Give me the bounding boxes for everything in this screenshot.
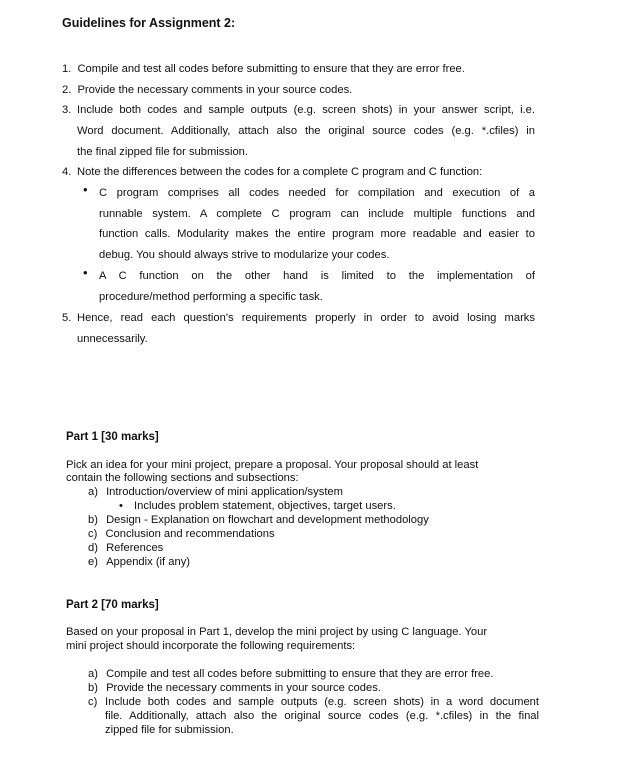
- bullet-line: C program comprises all codes needed for compilation and execution of a: [99, 187, 535, 199]
- item-number: 3.: [62, 104, 72, 116]
- item-text: Includes problem statement, objectives, target users.: [134, 500, 396, 512]
- item-text: Provide the necessary comments in your source codes.: [77, 84, 353, 96]
- part1-heading: Part 1 [30 marks]: [66, 431, 159, 443]
- item-label: e): [88, 556, 98, 568]
- item-line: unnecessarily.: [77, 333, 148, 345]
- item-text: Provide the necessary comments in your source codes.: [106, 682, 381, 694]
- part1-item-c: [88, 528, 275, 542]
- item-number: 1.: [62, 63, 72, 75]
- part2-item-a: [88, 668, 493, 682]
- part1-item-b: [88, 514, 429, 528]
- item-label: c): [88, 696, 98, 708]
- item-text: Design - Explanation on flowchart and development methodology: [106, 514, 429, 526]
- bullet-icon: •: [83, 182, 88, 197]
- item-label: b): [88, 682, 98, 694]
- guideline-item-1: [62, 59, 465, 80]
- bullet-line: runnable system. A complete C program can include multiple functions and: [99, 208, 535, 220]
- item-number: 4.: [62, 166, 72, 178]
- part2-intro-line: Based on your proposal in Part 1, develop the mini project by using C language. Your: [66, 626, 488, 638]
- item-label: c): [88, 528, 98, 540]
- page-title: Guidelines for Assignment 2:: [62, 16, 236, 30]
- item-text: Appendix (if any): [106, 556, 191, 568]
- bullet-line: function calls. Modularity makes the entire program more readable and easier to: [99, 228, 535, 240]
- item-text: References: [106, 542, 164, 554]
- part2-heading: Part 2 [70 marks]: [66, 599, 159, 611]
- item-number: 5.: [62, 312, 72, 324]
- part2-item-b: [88, 682, 381, 696]
- item-line: the final zipped file for submission.: [77, 146, 249, 158]
- item-line: Include both codes and sample outputs (e.g. screen shots) in your answer script, i.e.: [77, 104, 535, 116]
- part1-item-d: [88, 542, 163, 556]
- item-line: file. Additionally, attach also the original source codes (e.g. *.cfiles) in the final: [105, 710, 539, 722]
- item-label: a): [88, 486, 98, 498]
- item-label: d): [88, 542, 98, 554]
- bullet-line: debug. You should always strive to modularize your codes.: [99, 249, 390, 261]
- part1-item-a: [88, 486, 343, 500]
- part2-intro-line: mini project should incorporate the following requirements:: [66, 640, 356, 652]
- item-line: Hence, read each question's requirements properly in order to avoid losing marks: [77, 312, 535, 324]
- part1-intro-line: contain the following sections and subsections:: [66, 472, 299, 484]
- item-label: b): [88, 514, 98, 526]
- item-text: Compile and test all codes before submitting to ensure that they are error free.: [77, 63, 465, 75]
- item-text: Conclusion and recommendations: [105, 528, 275, 540]
- bullet-line: A C function on the other hand is limited to the implementation of: [99, 270, 535, 282]
- item-number: 2.: [62, 84, 72, 96]
- item-text: Introduction/overview of mini application/system: [106, 486, 343, 498]
- bullet-icon: •: [83, 265, 88, 280]
- item-text: Note the differences between the codes for a complete C program and C function:: [77, 166, 483, 178]
- part1-subitem: [119, 500, 396, 514]
- item-line: zipped file for submission.: [105, 724, 234, 736]
- guideline-item-2: [62, 80, 352, 101]
- item-text: Compile and test all codes before submitting to ensure that they are error free.: [106, 668, 494, 680]
- bullet-icon: •: [119, 500, 123, 512]
- item-line: Include both codes and sample outputs (e.g. screen shots) in a word document: [105, 696, 539, 708]
- part1-intro-line: Pick an idea for your mini project, prepare a proposal. Your proposal should at least: [66, 459, 479, 471]
- item-label: a): [88, 668, 98, 680]
- part1-item-e: [88, 556, 190, 570]
- item-line: Word document. Additionally, attach also the original source codes (e.g. *.cfiles) in: [77, 125, 535, 137]
- bullet-line: procedure/method performing a specific task.: [99, 291, 323, 303]
